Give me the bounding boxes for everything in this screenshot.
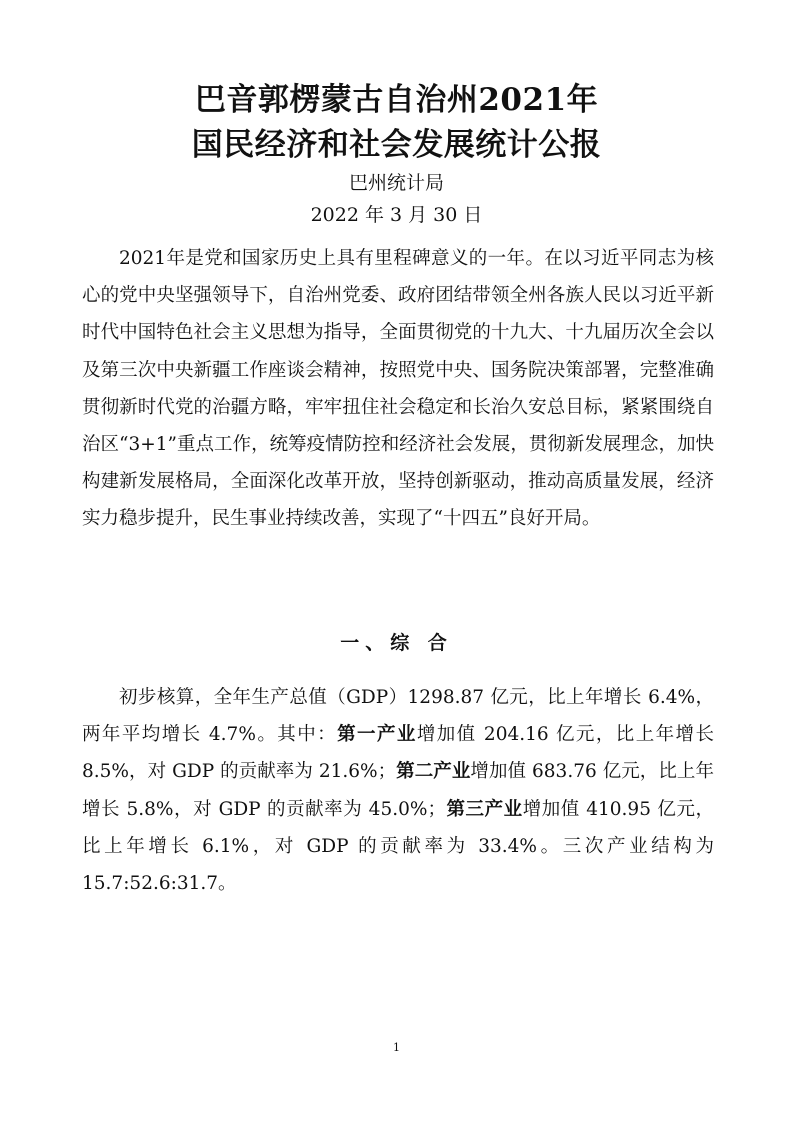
overview-text-segment: 初步核算，全年生产总值（GDP）1298.87 亿元，比上年增长 6.4%，两年平均增长 4.7%。其中： bbox=[82, 687, 714, 746]
page-number: 1 bbox=[393, 1041, 400, 1054]
primary-industry-label: 第一产业 bbox=[337, 724, 417, 746]
section-heading: 一、综 合 bbox=[340, 632, 453, 654]
overview-paragraph bbox=[82, 679, 714, 902]
secondary-industry-label: 第二产业 bbox=[396, 761, 471, 783]
overview-text-segment: 增加值 204.16 亿元，比上年增长 8.5%，对 GDP 的贡献率为 21.6%； bbox=[82, 724, 714, 783]
overview-text-segment: 增加值 683.76 亿元，比上年增长 5.8%，对 GDP 的贡献率为 45.0%； bbox=[82, 761, 714, 820]
document-title-line2: 国民经济和社会发展统计公报 bbox=[191, 127, 602, 163]
overview-text-segment: 增加值 410.95 亿元，比上年增长 6.1%，对 GDP 的贡献率为 33.4%。三次产业结构为 15.7:52.6:31.7。 bbox=[82, 798, 714, 895]
document-date: 2022 年 3 月 30 日 bbox=[310, 204, 483, 226]
document-title-line1: 巴音郭楞蒙古自治州2021年 bbox=[194, 82, 599, 118]
intro-paragraph: 2021年是党和国家历史上具有里程碑意义的一年。在以习近平同志为核心的党中央坚强领导下，自治州党委、政府团结带领全州各族人民以习近平新时代中国特色社会主义思想为指导，全面贯彻党的十九大、十九届历次全会以及第三次中央新疆工作座谈会精神，按照党中央、国务院决策部署，完整准确贯彻新时代党的治疆方略，牢牢扭住社会稳定和长治久安总目标，紧紧围绕自治区“3+1”重点工作，统筹疫情防控和经济社会发展，贯彻新发展理念，加快构建新发展格局，全面深化改革开放，坚持创新驱动，推动高质量发展，经济实力稳步提升，民生事业持续改善，实现了“十四五”良好开局。 bbox=[82, 248, 714, 530]
document-author: 巴州统计局 bbox=[348, 172, 444, 194]
tertiary-industry-label: 第三产业 bbox=[445, 798, 523, 820]
